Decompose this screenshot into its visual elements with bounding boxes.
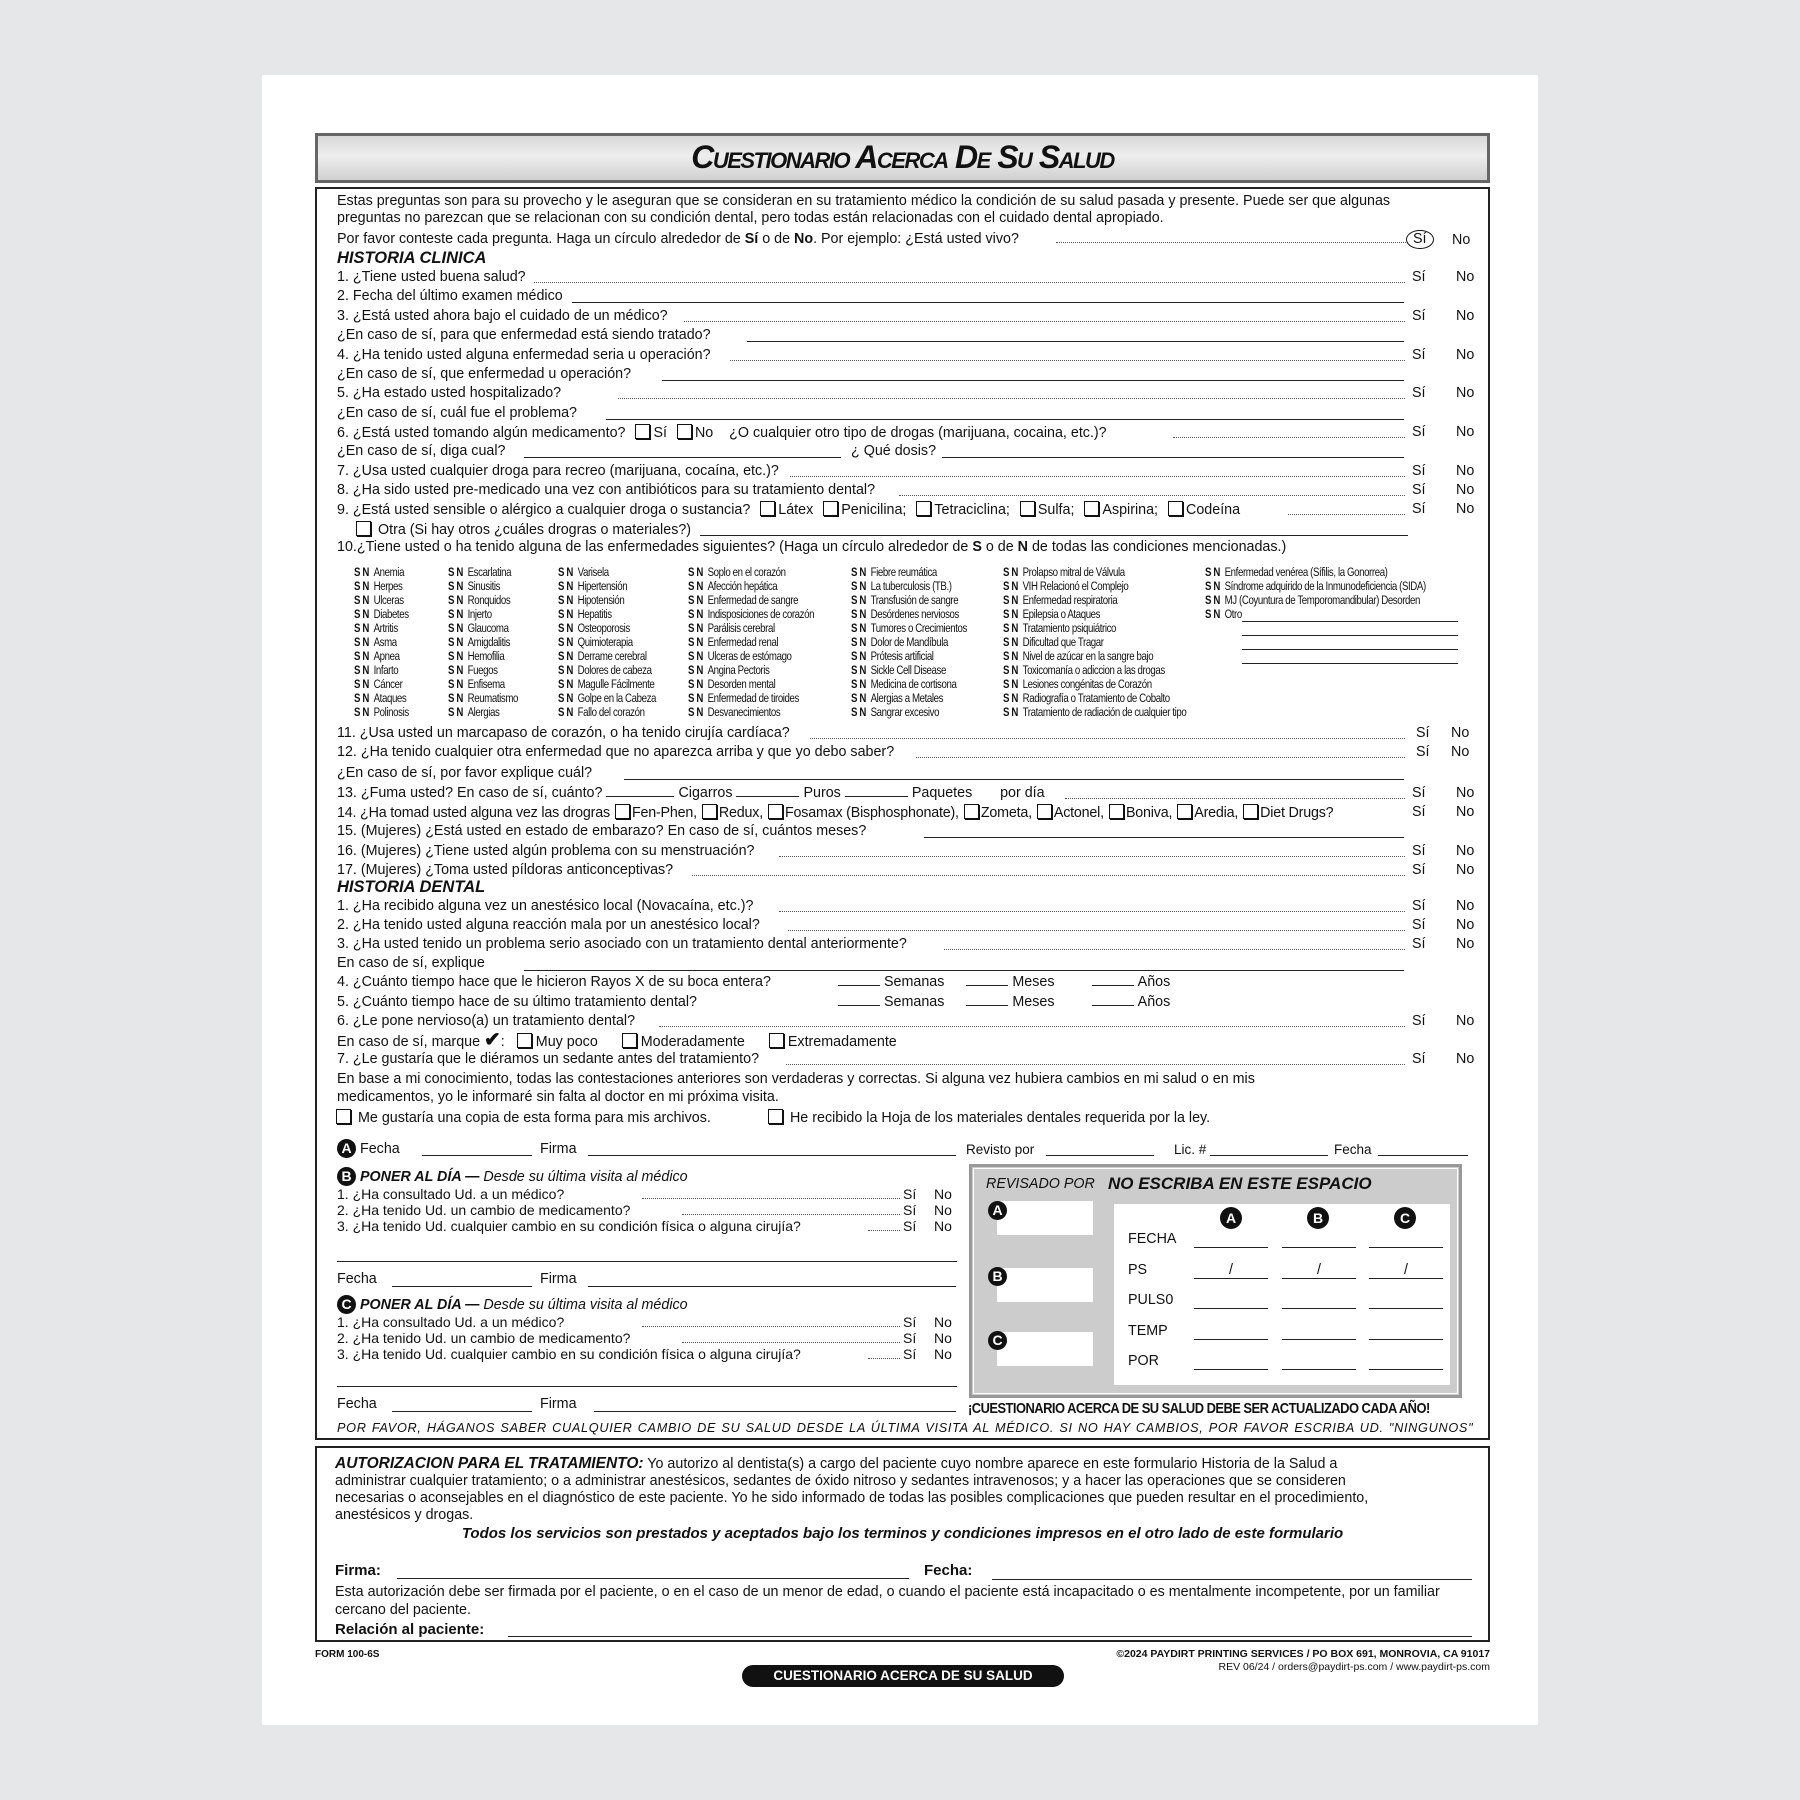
dental-q2: 2. ¿Ha tenido usted alguna reacción mala por un anestésico local? <box>337 917 760 933</box>
q6-which-line[interactable] <box>524 457 841 458</box>
update-no[interactable]: No <box>934 1218 952 1234</box>
bottom-tab: CUESTIONARIO ACERCA DE SU SALUD <box>742 1665 1064 1687</box>
materials-sheet: He recibido la Hoja de los materiales dentales requerida por la ley. <box>762 1109 1210 1127</box>
allergy-checkbox[interactable] <box>1020 501 1035 516</box>
allergy-checkbox[interactable] <box>760 501 775 516</box>
condition-item[interactable]: S N Enfermedad venérea (Sífilis, la Gonorrea) <box>1205 565 1388 579</box>
condition-item[interactable]: S N Magulle Fácilmente <box>558 677 655 691</box>
condition-item[interactable]: S N Osteoporosis <box>558 621 630 635</box>
drug-checkbox[interactable] <box>615 804 630 819</box>
condition-item[interactable]: S N Apnea <box>354 649 400 663</box>
q11-yes[interactable]: Sí <box>1416 725 1430 741</box>
med-question-7-no[interactable]: No <box>1456 385 1475 401</box>
annual-update-notice: ¡CUESTIONARIO ACERCA DE SU SALUD DEBE SER ACTUALIZADO CADA AÑO! <box>968 1400 1430 1417</box>
condition-item[interactable]: S N Escarlatina <box>448 565 512 579</box>
update-question: 1. ¿Ha consultado Ud. a un médico? <box>337 1314 565 1330</box>
vital-field[interactable] <box>1282 1339 1356 1340</box>
medical-history-heading: HISTORIA CLINICA <box>337 249 487 267</box>
update-yes[interactable]: Sí <box>903 1330 917 1346</box>
page-title: Cuestionario Acerca De Su Salud <box>691 139 1114 175</box>
med-question-detail: ¿En caso de sí, que enfermedad u operación? <box>337 366 632 382</box>
q12-no[interactable]: No <box>1451 744 1470 760</box>
relationship-label: Relación al paciente: <box>335 1621 485 1638</box>
vital-label: PULS0 <box>1128 1292 1174 1308</box>
condition-item[interactable]: S N La tuberculosis (TB.) <box>851 579 952 593</box>
q12-line[interactable] <box>624 779 1404 780</box>
condition-item[interactable]: S N Infarto <box>354 663 399 677</box>
q6-medication: 6. ¿Está usted tomando algún medicamento? Sí No ¿O cualquier otro tipo de drogas (marijuana, cocaina, etc.)? <box>337 425 1107 441</box>
answer-line[interactable] <box>606 419 1404 420</box>
med-question-7-yes[interactable]: Sí <box>1412 385 1426 401</box>
nervous-checkbox[interactable] <box>622 1033 637 1048</box>
d3-explain: En caso de sí, explique <box>337 955 485 971</box>
vital-field[interactable] <box>1194 1369 1268 1370</box>
condition-item[interactable]: S N Desorden mental <box>688 677 776 691</box>
condition-item[interactable]: S N Hemofilia <box>448 649 505 663</box>
condition-item[interactable]: S N Lesiones congénitas de Corazón <box>1003 677 1152 691</box>
dental-q3: 3. ¿Ha usted tenido un problema serio asociado con un tratamiento dental anteriormente? <box>337 936 907 952</box>
vital-field[interactable] <box>1282 1308 1356 1309</box>
condition-item[interactable]: S N Prolapso mitral de Válvula <box>1003 565 1125 579</box>
nervous-checkbox[interactable] <box>769 1033 784 1048</box>
med-question-3-yes[interactable]: Sí <box>1412 308 1426 324</box>
allergy-checkbox[interactable] <box>1168 501 1183 516</box>
condition-item[interactable]: S N Afección hepática <box>688 579 778 593</box>
condition-item[interactable]: S N Hipotensión <box>558 593 625 607</box>
update-question: 3. ¿Ha tenido Ud. cualquier cambio en su condición física o alguna cirujía? <box>337 1218 801 1234</box>
condition-item[interactable]: S N Hipertensión <box>558 579 628 593</box>
med-question-detail: ¿En caso de sí, para que enfermedad está siendo tratado? <box>337 327 711 343</box>
signature-a-sign[interactable] <box>588 1155 956 1156</box>
vital-field[interactable] <box>1369 1339 1443 1340</box>
revision-contact: REV 06/24 / orders@paydirt-ps.com / www.paydirt-ps.com <box>1218 1661 1490 1673</box>
update-no[interactable]: No <box>934 1186 952 1202</box>
dental-q3-no[interactable]: No <box>1456 936 1475 952</box>
condition-item[interactable]: S N MJ (Coyuntura de Temporomandibular) Desorden <box>1205 593 1421 607</box>
d3-explain-line[interactable] <box>524 970 1404 971</box>
d6-nervous-level: En caso de sí, marque ✔: Muy poco Moderadamente Extremadamente <box>337 1029 897 1051</box>
condition-item[interactable]: S N Alergias a Metales <box>851 691 944 705</box>
condition-item[interactable]: S N Fuegos <box>448 663 498 677</box>
signature-a: A Fecha <box>337 1139 400 1158</box>
vital-field[interactable] <box>1369 1247 1443 1248</box>
q9-other: Otra (Si hay otros ¿cuáles drogras o materiales?) <box>350 521 691 539</box>
condition-item[interactable]: S N Ataques <box>354 691 407 705</box>
check-mark-icon: ✔ <box>484 1029 501 1051</box>
q12: 12. ¿Ha tenido cualquier otra enfermedad que no aparezca arriba y que yo debo saber? <box>337 744 895 760</box>
condition-item[interactable]: S N Asma <box>354 635 397 649</box>
condition-item[interactable]: S N Diabetes <box>354 607 409 621</box>
med-question-1-yes[interactable]: Sí <box>1412 269 1426 285</box>
condition-item[interactable]: S N Indisposiciones de corazón <box>688 607 815 621</box>
condition-item[interactable]: S N Polinosis <box>354 705 409 719</box>
condition-item[interactable]: S N Soplo en el corazón <box>688 565 786 579</box>
condition-item[interactable]: S N Amigdalitis <box>448 635 511 649</box>
q11-no[interactable]: No <box>1451 725 1470 741</box>
form-number: FORM 100-6S <box>315 1649 380 1660</box>
update-yes[interactable]: Sí <box>903 1218 917 1234</box>
d5-times: Semanas Meses Años <box>838 994 1170 1011</box>
condition-item[interactable]: S N Derrame cerebral <box>558 649 647 663</box>
q14-drugs: 14. ¿Ha tomad usted alguna vez las drogras Fen-Phen, Redux, Fosamax (Bisphosphonate), Zometa, Actonel, Boniva, Aredia, Diet Drugs? <box>337 805 1334 821</box>
med-question-detail: 2. Fecha del último examen médico <box>337 288 563 304</box>
vital-label: TEMP <box>1128 1322 1168 1339</box>
condition-item[interactable]: S N Epilepsia o Ataques <box>1003 607 1101 621</box>
condition-item[interactable]: S N Fiebre reumática <box>851 565 937 579</box>
auth-date-line[interactable] <box>992 1579 1472 1580</box>
q6-dose-line[interactable] <box>942 457 1404 458</box>
review-date: Fecha <box>1334 1142 1372 1157</box>
dental-q2-yes[interactable]: Sí <box>1412 917 1426 933</box>
condition-item[interactable]: S N Desvanecimientos <box>688 705 781 719</box>
statement-line-2: medicamentos, yo le informaré sin falta al doctor en mi próxima visita. <box>337 1089 779 1105</box>
dental-history-heading: HISTORIA DENTAL <box>337 878 486 896</box>
relationship-line[interactable] <box>508 1636 1472 1637</box>
condition-item[interactable]: S N Sangrar excesivo <box>851 705 940 719</box>
q6-which: ¿En caso de sí, diga cual? <box>337 443 506 459</box>
update-yes[interactable]: Sí <box>903 1346 917 1362</box>
condition-item[interactable]: S N Nivel de azúcar en la sangre bajo <box>1003 649 1154 663</box>
update-question: 2. ¿Ha tenido Ud. un cambio de medicamento? <box>337 1330 631 1346</box>
vital-field[interactable] <box>1194 1339 1268 1340</box>
vital-field[interactable] <box>1369 1369 1443 1370</box>
q15: 15. (Mujeres) ¿Está usted en estado de embarazo? En caso de sí, cuántos meses? <box>337 823 867 839</box>
drug-checkbox[interactable] <box>702 804 717 819</box>
condition-item[interactable]: S N Prótesis artificial <box>851 649 934 663</box>
update-c-heading: C PONER AL DÍA — Desde su última visita al médico <box>337 1295 688 1314</box>
form-sheet: Cuestionario Acerca De Su Salud Estas preguntas son para su provecho y le aseguran que se consideran en su tratamiento médico la condición de su salud pasada y presente. Puede ser que algunas preguntas no parezcan que se relacionan con su condición dental, pero todas están relacionadas con el cuidado dental apropiado. Por favor conteste cada pregunta. Haga un círculo alrededor de Sí o de No. Por ejemplo: ¿Está usted vivo? Sí No HISTORIA CLINICA 6. ¿Está usted tomando algún medicamento? Sí No ¿O cualquier otro tipo de drogas (marijuana, cocaina, etc.)? Sí No ¿En caso de sí, diga cual? ¿ Qué dosis? 7. ¿Usa usted cualquier droga para recreo (marijuana, cocaína, etc.)? Sí No 8. ¿Ha sido usted pre-medicado una vez con antibióticos para su tratamiento dental? Sí No 9. ¿Está usted sensible o alérgico a cualquier droga o sustancia? Látex Penicilina; Tetraciclina; Sulfa; Aspirina; Codeína Sí No Otra (Si hay otros ¿cuáles drogras o materiales?) 10.¿Tiene usted o ha tenido alguna de las enfermedades siguientes? (Haga un círculo alrededor de S o de N de todas las condiciones mencionadas.) 13. ¿Fuma usted? En caso de sí, cuánto? Cigarros Puros Paquetes por día Sí No 14. ¿Ha tomad usted alguna vez las drogras Fen-Phen, Redux, Fosamax (Bisphosphonate), Zometa, Actonel, Boniva, Aredia, Diet Drugs? Sí No 15. (Mujeres) ¿Está usted en estado de embarazo? En caso de sí, cuántos meses? 16. (Mujeres) ¿Tiene usted algún problema con su menstruación? Sí No 17. (Mujeres) ¿Toma usted píldoras anticonceptivas? Sí No HISTORIA DENTAL En caso de sí, explique 4. ¿Cuánto tiempo hace que le hicieron Rayos X de su boca entera? Semanas Meses Años 5. ¿Cuánto tiempo hace de su último tratamiento dental? Semanas Meses Años 6. ¿Le pone nervioso(a) un tratamiento dental? Sí No En caso de sí, marque ✔: Muy poco Moderadamente Extremadamente 7. ¿Le gustaría que le diéramos un sedante antes del tratamiento? Sí No En base a mi conocimiento, todas las contestaciones anteriores son verdaderas y correctas. Si alguna vez hubiera cambios en mi salud o en mis medicamentos, yo le informaré sin falta al doctor en mi próxima visita. Me gustaría una copia de esta forma para mis archivos. He recibido la Hoja de los materiales dentales requerida por la ley. A Fecha Firma Revisto por Lic. # Fecha B PONER AL DÍA — Desde su última visita al médico Fecha Firma C PONER AL DÍA — Desde su última visita al médico Fecha Firma REVISADO POR NO ESCRIBA EN ESTE ESPACIO A B C A B C ¡CUESTIONARIO ACERCA DE SU SALUD DEBE SER ACTUALIZADO CADA AÑO! POR FAVOR, HÁGANOS SABER CUALQUIER CAMBIO DE SU SALUD DESDE LA ÚLTIMA VISITA AL MÉDICO. SI NO HAY CAMBIOS, POR FAVOR ESCRIBA UD. "NINGUNOS" AUTORIZACION PARA EL TRATAMIENTO: Yo autorizo al dentista(s) a cargo del paciente cuyo nombre aparece en este formulario Historia de la Salud a administrar cualquier tratamiento; o a administrar anestésicos, sedantes de óxido nitroso y sedantes intravenosos; y a hacer las operaciones que se consideren necesarias o aconsejables en el diagnóstico de este paciente. Yo he sido informado de todas las posibles complicaciones que pueden resultar en el procedimiento, anestésicos y drogas. Todos los servicios son prestados y aceptados bajo los terminos y condiciones impresos en el otro lado de este formulario Firma: Fecha: Esta autorización debe ser firmada por el paciente, o en el caso de un menor de edad, o cuando el paciente está incapacitado o es mentalmente incompetente, por un familiar cercano del paciente. Relación al paciente: FORM 100-6S ©2024 PAYDIRT PRINTING SERVICES / PO BOX 691, MONROVIA, CA 91017 REV 06/24 / orders@paydirt-ps.com / www.paydirt-ps.com CUESTIONARIO ACERCA DE SU SALUD 1. ¿Tiene usted buena salud? Sí No 2. Fecha del último examen médico 3. ¿Está usted ahora bajo el cuidado de un médico? Sí No ¿En caso de sí, para que enfermedad está siendo tratado? 4. ¿Ha tenido usted alguna enfermedad seria u operación? Sí No ¿En caso de sí, que enfermedad u operación? 5. ¿Ha estado usted hospitalizado? Sí No ¿En caso de sí, cuál fue el problema? S N Anemia S N Herpes S N Ulceras S N Diabetes S N Artritis S N Asma S N Apnea S N Infarto S N Cáncer S N Ataques S N Polinosis S N Escarlatina S N Sinusitis S N Ronquidos S N Injerto S N Glaucoma S N Amigdalitis S N Hemofilia S N Fuegos S N Enfisema S N Reumatismo S N Alergias S N Varisela S N Hipertensión S N Hipotensión S N Hepatitis S N Osteoporosis S N Quimioterapia S N Derrame cerebral S N Dolores de cabeza S N Magulle Fácilmente S N Golpe en la Cabeza S N Fallo del corazón S N Soplo en el corazón S N Afección hepática S N Enfermedad de sangre S N Indisposiciones de corazón S N Parálisis cerebral S N Enfermedad renal S N Ulceras de estómago S N Angina Pectoris S N Desorden mental S N Enfermedad de tiroides S N Desvanecimientos S N Fiebre reumática S N La tuberculosis (TB.) S N Transfusión de sangre S N Desórdenes nerviosos S N Tumores o Crecimientos S N Dolor de Mandíbula S N Prótesis artificial S N Sickle Cell Disease S N Medicina de cortisona S N Alergias a Metales S N Sangrar excesivo S N Prolapso mitral de Válvula S N VIH Relacionó el Complejo S N Enfermedad respiratoria S N Epilepsia o Ataques S N Tratamiento psiquiátrico S N Dificultad que Tragar S N Nivel de azúcar en la sangre bajo S N Toxicomanía o adiccion a las drogas S N Lesiones congénitas de Corazón S N Radiografía o Tratamiento de Cobalto S N Tratamiento de radiación de cualquier tipo S N Enfermedad venérea (Sífilis, la Gonorrea) S N Síndrome adquirido de la Inmunodeficiencia (SIDA) S N MJ (Coyuntura de Temporomandibular) Desorden S N Otro 11. ¿Usa usted un marcapaso de corazón, o ha tenido cirujía cardíaca? Sí No 12. ¿Ha tenido cualquier otra enfermedad que no aparezca arriba y que yo debo saber? Sí No ¿En caso de sí, por favor explique cuál? 1. ¿Ha recibido alguna vez un anestésico local (Novacaína, etc.)? Sí No 2. ¿Ha tenido usted alguna reacción mala por un anestésico local? Sí No 3. ¿Ha usted tenido un problema serio asociado con un tratamiento dental anteriormente? Sí No 1. ¿Ha consultado Ud. a un médico? Sí No 2. ¿Ha tenido Ud. un cambio de medicamento? Sí No 3. ¿Ha tenido Ud. cualquier cambio en su condición física o alguna cirujía? Sí No 1. ¿Ha consultado Ud. a un médico? Sí No 2. ¿Ha tenido Ud. un cambio de medicamento? Sí No 3. ¿Ha tenido Ud. cualquier cambio en su condición física o alguna cirujía? Sí No FECHA PS / / / PULS0 TEMP POR <box>262 75 1538 1725</box>
condition-item[interactable]: S N Anemia <box>354 565 405 579</box>
condition-item[interactable]: S N Cáncer <box>354 677 403 691</box>
drug-checkbox[interactable] <box>1037 804 1052 819</box>
drug-checkbox[interactable] <box>1243 804 1258 819</box>
update-no[interactable]: No <box>934 1346 952 1362</box>
condition-item[interactable]: S N Síndrome adquirido de la Inmunodeficiencia (SIDA) <box>1205 579 1426 593</box>
condition-item[interactable]: S N Radiografía o Tratamiento de Cobalto <box>1003 691 1170 705</box>
q8: 8. ¿Ha sido usted pre-medicado una vez con antibióticos para su tratamiento dental? <box>337 482 876 498</box>
license-number: Lic. # <box>1174 1142 1207 1157</box>
q16: 16. (Mujeres) ¿Tiene usted algún problema con su menstruación? <box>337 843 755 859</box>
auth-line-1: AUTORIZACION PARA EL TRATAMIENTO: Yo autorizo al dentista(s) a cargo del paciente cuyo nombre aparece en este formulario Historia de la Salud a <box>335 1455 1338 1472</box>
update-question: 2. ¿Ha tenido Ud. un cambio de medicamento? <box>337 1202 631 1218</box>
med-question-7: 5. ¿Ha estado usted hospitalizado? <box>337 385 562 401</box>
answer-line[interactable] <box>572 302 1404 303</box>
q7: 7. ¿Usa usted cualquier droga para recreo (marijuana, cocaína, etc.)? <box>337 463 779 479</box>
reviewed-label: REVISADO POR <box>986 1176 1095 1192</box>
dental-q1: 1. ¿Ha recibido alguna vez un anestésico local (Novacaína, etc.)? <box>337 898 754 914</box>
update-b-heading: B PONER AL DÍA — Desde su última visita al médico <box>337 1167 688 1186</box>
condition-item[interactable]: S N Injerto <box>448 607 492 621</box>
med-question-5-yes[interactable]: Sí <box>1412 347 1426 363</box>
terms-notice: Todos los servicios son prestados y aceptados bajo los terminos y condiciones impresos en el otro lado de este formulario <box>461 1525 1344 1542</box>
intro-line-3: Por favor conteste cada pregunta. Haga un círculo alrededor de Sí o de No. Por ejemplo: ¿Está usted vivo? <box>337 231 1019 247</box>
med-question-5-no[interactable]: No <box>1456 347 1475 363</box>
condition-item[interactable]: S N Varisela <box>558 565 609 579</box>
update-yes[interactable]: Sí <box>903 1186 917 1202</box>
condition-item[interactable]: S N Ronquidos <box>448 593 511 607</box>
allergy-checkbox[interactable] <box>916 501 931 516</box>
q15-line[interactable] <box>924 837 1404 838</box>
update-question: 3. ¿Ha tenido Ud. cualquier cambio en su condición física o alguna cirujía? <box>337 1346 801 1362</box>
intro-line-2: preguntas no parezcan que se relacionan con su condición dental, pero todas están relacionadas con el cuidado dental apropiado. <box>337 210 1164 226</box>
condition-item[interactable]: S N Sinusitis <box>448 579 501 593</box>
signature-b-sign[interactable] <box>588 1286 956 1287</box>
condition-item[interactable]: S N Sickle Cell Disease <box>851 663 946 677</box>
dental-q2-no[interactable]: No <box>1456 917 1475 933</box>
signature-b-date[interactable] <box>392 1286 532 1287</box>
q11: 11. ¿Usa usted un marcapaso de corazón, o ha tenido cirujía cardíaca? <box>337 725 790 741</box>
changes-notice: POR FAVOR, HÁGANOS SABER CUALQUIER CAMBIO DE SU SALUD DESDE LA ÚLTIMA VISITA AL MÉDICO. SI NO HAY CAMBIOS, POR FAVOR ESCRIBA UD. "NINGUNOS" <box>337 1421 1474 1435</box>
allergy-checkbox[interactable] <box>823 501 838 516</box>
update-no[interactable]: No <box>934 1330 952 1346</box>
example-yes-circled: Sí <box>1406 230 1434 249</box>
condition-item[interactable]: S N Enfisema <box>448 677 505 691</box>
office-b-box[interactable] <box>997 1268 1093 1302</box>
example-no: No <box>1452 232 1471 248</box>
copy-checkbox[interactable] <box>336 1109 351 1124</box>
office-a-box[interactable] <box>997 1201 1093 1235</box>
answer-line[interactable] <box>662 380 1404 381</box>
q6-no-checkbox[interactable] <box>677 424 692 439</box>
d4: 4. ¿Cuánto tiempo hace que le hicieron Rayos X de su boca entera? <box>337 974 771 990</box>
condition-item[interactable]: S N Ulceras <box>354 593 404 607</box>
office-c-box[interactable] <box>997 1332 1093 1366</box>
condition-item[interactable]: S N Angina Pectoris <box>688 663 770 677</box>
med-question-3-no[interactable]: No <box>1456 308 1475 324</box>
vital-field[interactable] <box>1282 1369 1356 1370</box>
allergy-checkbox[interactable] <box>1084 501 1099 516</box>
condition-item[interactable]: S N Herpes <box>354 579 403 593</box>
update-yes[interactable]: Sí <box>903 1314 917 1330</box>
condition-item[interactable]: S N Parálisis cerebral <box>688 621 775 635</box>
signature-c-sign[interactable] <box>594 1411 956 1412</box>
vital-field[interactable] <box>1194 1247 1268 1248</box>
minor-line-2: cercano del paciente. <box>335 1602 471 1618</box>
condition-item[interactable]: S N Otro <box>1205 607 1242 621</box>
signature-c-date[interactable] <box>392 1411 532 1412</box>
condition-item[interactable]: S N Glaucoma <box>448 621 509 635</box>
intro-line-1: Estas preguntas son para su provecho y le aseguran que se consideran en su tratamiento médico la condición de su salud pasada y presente. Puede ser que algunas <box>337 193 1391 209</box>
q6-dose: ¿ Qué dosis? <box>851 443 937 459</box>
condition-item[interactable]: S N Tratamiento psiquiátrico <box>1003 621 1117 635</box>
condition-item[interactable]: S N Enfermedad respiratoria <box>1003 593 1118 607</box>
condition-item[interactable]: S N Dificultad que Tragar <box>1003 635 1104 649</box>
q13-smoking: 13. ¿Fuma usted? En caso de sí, cuánto? Cigarros Puros Paquetes por día <box>337 785 1045 801</box>
condition-item[interactable]: S N Tratamiento de radiación de cualquier tipo <box>1003 705 1187 719</box>
med-question-1: 1. ¿Tiene usted buena salud? <box>337 269 526 285</box>
copy-request: Me gustaría una copia de esta forma para mis archivos. <box>330 1109 711 1127</box>
condition-item[interactable]: S N Enfermedad de tiroides <box>688 691 799 705</box>
condition-item[interactable]: S N Ulceras de estómago <box>688 649 792 663</box>
d5: 5. ¿Cuánto tiempo hace de su último tratamiento dental? <box>337 994 698 1010</box>
drug-checkbox[interactable] <box>964 804 979 819</box>
auth-line-3: necesarias o aconsejables en el diagnóstico de este paciente. Yo he sido informado de todas las posibles complicaciones que pueden resultar en el procedimiento, <box>335 1490 1369 1506</box>
drug-checkbox[interactable] <box>1177 804 1192 819</box>
signature-a-date[interactable] <box>422 1155 532 1156</box>
vital-label: POR <box>1128 1353 1159 1369</box>
condition-item[interactable]: S N Toxicomanía o adiccion a las drogas <box>1003 663 1165 677</box>
auth-date-label: Fecha: <box>924 1562 973 1579</box>
update-yes[interactable]: Sí <box>903 1202 917 1218</box>
dental-q1-yes[interactable]: Sí <box>1412 898 1426 914</box>
auth-line-4: anestésicos y drogas. <box>335 1507 474 1523</box>
condition-item[interactable]: S N Enfermedad de sangre <box>688 593 799 607</box>
materials-checkbox[interactable] <box>768 1109 783 1124</box>
q10: 10.¿Tiene usted o ha tenido alguna de las enfermedades siguientes? (Haga un círculo alrededor de S o de N de todas las condiciones mencionadas.) <box>337 539 1287 555</box>
vital-field[interactable] <box>1369 1308 1443 1309</box>
auth-signature-field[interactable] <box>397 1547 909 1579</box>
auth-line-2: administrar cualquier tratamiento; o a administrar anestésicos, sedantes de óxido nitroso y sedantes intravenosos; y a hacer las operaciones que se consideren <box>335 1473 1346 1489</box>
med-question-3: 3. ¿Está usted ahora bajo el cuidado de un médico? <box>337 308 668 324</box>
vital-field[interactable] <box>1194 1308 1268 1309</box>
vital-field[interactable] <box>1282 1247 1356 1248</box>
med-question-detail: ¿En caso de sí, cuál fue el problema? <box>337 405 578 421</box>
q6-yes-checkbox[interactable] <box>635 424 650 439</box>
condition-item[interactable]: S N Transfusión de sangre <box>851 593 959 607</box>
condition-item[interactable]: S N Enfermedad renal <box>688 635 779 649</box>
condition-item[interactable]: S N VIH Relacionó el Complejo <box>1003 579 1129 593</box>
update-question: 1. ¿Ha consultado Ud. a un médico? <box>337 1186 565 1202</box>
q9-other-checkbox[interactable] <box>356 521 371 536</box>
d6: 6. ¿Le pone nervioso(a) un tratamiento dental? <box>337 1013 636 1029</box>
condition-item[interactable]: S N Tumores o Crecimientos <box>851 621 967 635</box>
copyright: ©2024 PAYDIRT PRINTING SERVICES / PO BOX 691, MONROVIA, CA 91017 <box>1116 1648 1490 1660</box>
vital-label: FECHA <box>1128 1231 1177 1247</box>
do-not-write-label: NO ESCRIBA EN ESTE ESPACIO <box>1108 1174 1372 1193</box>
d4-times: Semanas Meses Años <box>838 974 1170 991</box>
dental-q1-no[interactable]: No <box>1456 898 1475 914</box>
condition-item[interactable]: S N Medicina de cortisona <box>851 677 957 691</box>
q9-allergies: 9. ¿Está usted sensible o alérgico a cualquier droga o sustancia? Látex Penicilina; Tetraciclina; Sulfa; Aspirina; Codeína <box>337 502 1241 518</box>
d7: 7. ¿Le gustaría que le diéramos un sedante antes del tratamiento? <box>337 1051 760 1067</box>
condition-item[interactable]: S N Alergias <box>448 705 500 719</box>
condition-item[interactable]: S N Dolor de Mandíbula <box>851 635 948 649</box>
drug-checkbox[interactable] <box>1109 804 1124 819</box>
med-question-5: 4. ¿Ha tenido usted alguna enfermedad seria u operación? <box>337 347 711 363</box>
q9-other-line[interactable] <box>700 535 1408 536</box>
reviewed-by: Revisto por <box>966 1142 1035 1157</box>
nervous-checkbox[interactable] <box>517 1033 532 1048</box>
dental-q3-yes[interactable]: Sí <box>1412 936 1426 952</box>
answer-line[interactable] <box>747 341 1404 342</box>
condition-item[interactable]: S N Golpe en la Cabeza <box>558 691 657 705</box>
condition-item[interactable]: S N Reumatismo <box>448 691 518 705</box>
condition-item[interactable]: S N Desórdenes nerviosos <box>851 607 959 621</box>
q12-yes[interactable]: Sí <box>1416 744 1430 760</box>
condition-item[interactable]: S N Dolores de cabeza <box>558 663 652 677</box>
drug-checkbox[interactable] <box>768 804 783 819</box>
update-no[interactable]: No <box>934 1202 952 1218</box>
minor-line-1: Esta autorización debe ser firmada por el paciente, o en el caso de un menor de edad, o cuando el paciente está incapacitado o es mentalmente incompetente, por un familiar <box>335 1584 1440 1600</box>
med-question-1-no[interactable]: No <box>1456 269 1475 285</box>
condition-item[interactable]: S N Quimioterapia <box>558 635 633 649</box>
auth-signature-label: Firma: <box>335 1562 381 1579</box>
q17: 17. (Mujeres) ¿Toma usted píldoras anticonceptivas? <box>337 862 674 878</box>
update-no[interactable]: No <box>934 1314 952 1330</box>
condition-item[interactable]: S N Hepatitis <box>558 607 612 621</box>
q12-explain: ¿En caso de sí, por favor explique cuál? <box>337 765 593 781</box>
condition-item[interactable]: S N Artritis <box>354 621 398 635</box>
statement-line-1: En base a mi conocimiento, todas las contestaciones anteriores son verdaderas y correctas. Si alguna vez hubiera cambios en mi salud o en mis <box>337 1071 1255 1087</box>
vital-label: PS <box>1128 1261 1148 1278</box>
condition-item[interactable]: S N Fallo del corazón <box>558 705 645 719</box>
